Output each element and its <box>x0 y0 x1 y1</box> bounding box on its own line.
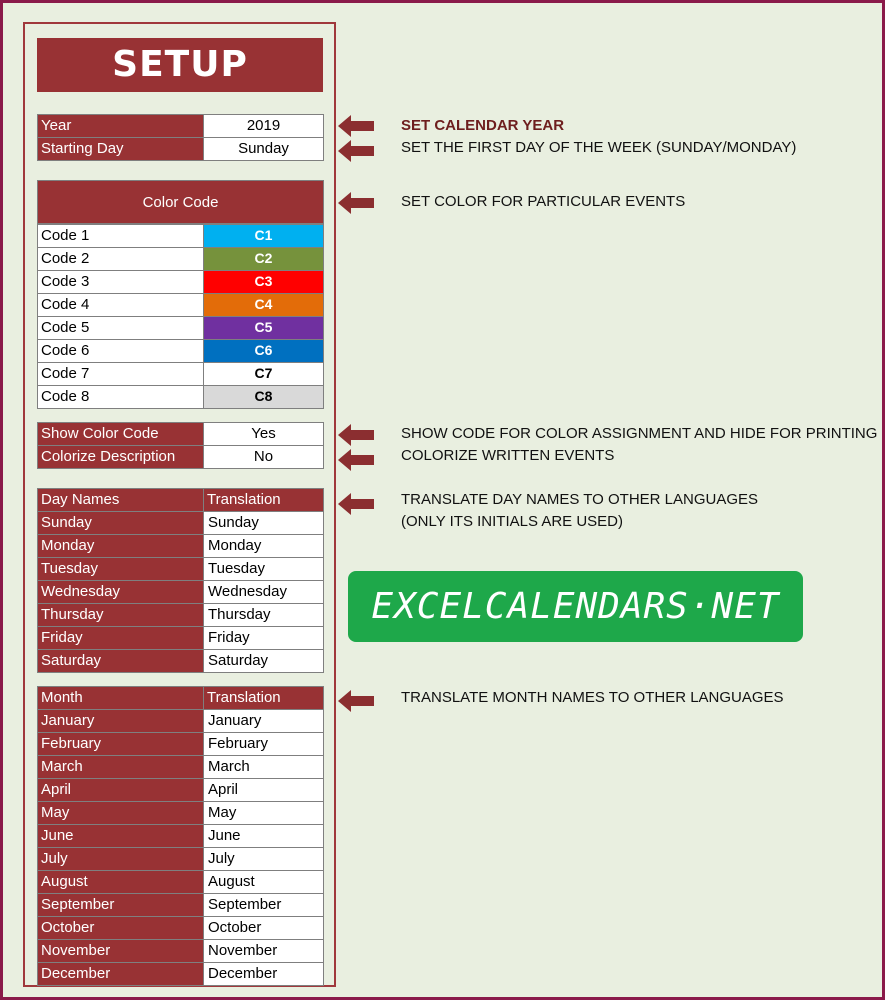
month-row-name: October <box>37 917 204 939</box>
month-row-translation-input[interactable]: May <box>204 802 324 824</box>
month-row-translation-input[interactable]: September <box>204 894 324 916</box>
day-names-header-right: Translation <box>204 489 324 511</box>
day-row <box>37 650 324 673</box>
day-row-translation-input[interactable]: Sunday <box>204 512 324 534</box>
show-color-code-select[interactable]: Yes <box>204 423 324 445</box>
month-names-header <box>37 686 324 710</box>
month-row-name: July <box>37 848 204 870</box>
arrow-left-icon <box>338 493 374 515</box>
day-row-name: Tuesday <box>37 558 204 580</box>
day-row-name: Sunday <box>37 512 204 534</box>
day-row-name: Monday <box>37 535 204 557</box>
year-row <box>37 114 324 138</box>
color-code-label: Code 7 <box>37 363 204 385</box>
note-starting-day: SET THE FIRST DAY OF THE WEEK (SUNDAY/MONDAY) <box>401 139 797 156</box>
day-row-name: Wednesday <box>37 581 204 603</box>
year-label: Year <box>37 115 204 137</box>
month-row-translation-input[interactable]: December <box>204 963 324 985</box>
color-code-swatch[interactable]: C1 <box>204 225 324 247</box>
excelcalendars-logo[interactable]: EXCELCALENDARS·NET <box>348 571 803 642</box>
colorize-description-label: Colorize Description <box>37 446 204 468</box>
color-code-label: Code 2 <box>37 248 204 270</box>
month-row <box>37 848 324 871</box>
month-row <box>37 733 324 756</box>
color-code-row <box>37 340 324 363</box>
color-code-row <box>37 363 324 386</box>
page-title: SETUP <box>37 38 323 92</box>
arrow-left-icon <box>338 449 374 471</box>
starting-day-row <box>37 138 324 161</box>
note-day-translate: TRANSLATE DAY NAMES TO OTHER LANGUAGES <box>401 491 759 508</box>
color-code-row <box>37 271 324 294</box>
day-row <box>37 627 324 650</box>
arrow-left-icon <box>338 424 374 446</box>
arrow-left-icon <box>338 115 374 137</box>
note-color: SET COLOR FOR PARTICULAR EVENTS <box>401 193 686 210</box>
color-code-swatch[interactable]: C6 <box>204 340 324 362</box>
month-row-name: May <box>37 802 204 824</box>
color-code-label: Code 3 <box>37 271 204 293</box>
month-row <box>37 825 324 848</box>
starting-day-label: Starting Day <box>37 138 204 160</box>
day-row-translation-input[interactable]: Tuesday <box>204 558 324 580</box>
month-row <box>37 710 324 733</box>
day-row <box>37 535 324 558</box>
month-row <box>37 871 324 894</box>
color-code-label: Code 5 <box>37 317 204 339</box>
month-row-translation-input[interactable]: January <box>204 710 324 732</box>
month-row-translation-input[interactable]: July <box>204 848 324 870</box>
color-code-swatch[interactable]: C2 <box>204 248 324 270</box>
show-color-code-label: Show Color Code <box>37 423 204 445</box>
day-row <box>37 581 324 604</box>
day-row <box>37 512 324 535</box>
settings-table <box>37 114 324 161</box>
month-row-name: August <box>37 871 204 893</box>
color-code-swatch[interactable]: C5 <box>204 317 324 339</box>
color-code-swatch[interactable]: C8 <box>204 386 324 408</box>
month-row-name: February <box>37 733 204 755</box>
month-row-name: June <box>37 825 204 847</box>
day-row-translation-input[interactable]: Friday <box>204 627 324 649</box>
day-row-translation-input[interactable]: Saturday <box>204 650 324 672</box>
month-row-name: January <box>37 710 204 732</box>
color-code-row <box>37 224 324 248</box>
color-code-swatch[interactable]: C7 <box>204 363 324 385</box>
month-names-header-left: Month <box>37 687 204 709</box>
day-names-header <box>37 488 324 512</box>
month-names-header-right: Translation <box>204 687 324 709</box>
color-code-row <box>37 294 324 317</box>
day-names-table <box>37 488 324 673</box>
month-row <box>37 756 324 779</box>
colorize-description-row <box>37 446 324 469</box>
month-row-translation-input[interactable]: April <box>204 779 324 801</box>
color-code-label: Code 6 <box>37 340 204 362</box>
month-row <box>37 917 324 940</box>
day-row-translation-input[interactable]: Monday <box>204 535 324 557</box>
month-row-name: March <box>37 756 204 778</box>
month-row-translation-input[interactable]: February <box>204 733 324 755</box>
color-code-header: Color Code <box>37 180 324 224</box>
color-code-label: Code 8 <box>37 386 204 408</box>
month-row <box>37 802 324 825</box>
month-row-translation-input[interactable]: November <box>204 940 324 962</box>
arrow-left-icon <box>338 690 374 712</box>
colorize-description-select[interactable]: No <box>204 446 324 468</box>
month-names-table <box>37 686 324 986</box>
arrow-left-icon <box>338 140 374 162</box>
color-code-swatch[interactable]: C4 <box>204 294 324 316</box>
day-row-name: Friday <box>37 627 204 649</box>
month-row-translation-input[interactable]: August <box>204 871 324 893</box>
color-code-row <box>37 248 324 271</box>
month-row <box>37 963 324 986</box>
color-code-row <box>37 386 324 409</box>
day-row-name: Thursday <box>37 604 204 626</box>
color-code-row <box>37 317 324 340</box>
color-code-label: Code 1 <box>37 225 204 247</box>
day-row-translation-input[interactable]: Wednesday <box>204 581 324 603</box>
color-code-swatch[interactable]: C3 <box>204 271 324 293</box>
month-row-translation-input[interactable]: June <box>204 825 324 847</box>
day-row <box>37 558 324 581</box>
month-row-name: November <box>37 940 204 962</box>
note-month-translate: TRANSLATE MONTH NAMES TO OTHER LANGUAGES <box>401 689 784 706</box>
color-code-table <box>37 224 324 409</box>
month-row-name: September <box>37 894 204 916</box>
starting-day-input[interactable]: Sunday <box>204 138 324 160</box>
month-row-name: April <box>37 779 204 801</box>
month-row-name: December <box>37 963 204 985</box>
month-row <box>37 940 324 963</box>
color-code-label: Code 4 <box>37 294 204 316</box>
arrow-left-icon <box>338 192 374 214</box>
month-row <box>37 894 324 917</box>
day-row <box>37 604 324 627</box>
day-row-translation-input[interactable]: Thursday <box>204 604 324 626</box>
show-color-code-row <box>37 422 324 446</box>
day-names-header-left: Day Names <box>37 489 204 511</box>
note-set-year: SET CALENDAR YEAR <box>401 117 565 134</box>
options-table <box>37 422 324 469</box>
year-input[interactable]: 2019 <box>204 115 324 137</box>
month-row-translation-input[interactable]: March <box>204 756 324 778</box>
note-show-code: SHOW CODE FOR COLOR ASSIGNMENT AND HIDE FOR PRINTING <box>401 425 878 442</box>
day-row-name: Saturday <box>37 650 204 672</box>
note-colorize: COLORIZE WRITTEN EVENTS <box>401 447 615 464</box>
note-day-initials: (ONLY ITS INITIALS ARE USED) <box>401 513 623 530</box>
month-row-translation-input[interactable]: October <box>204 917 324 939</box>
month-row <box>37 779 324 802</box>
